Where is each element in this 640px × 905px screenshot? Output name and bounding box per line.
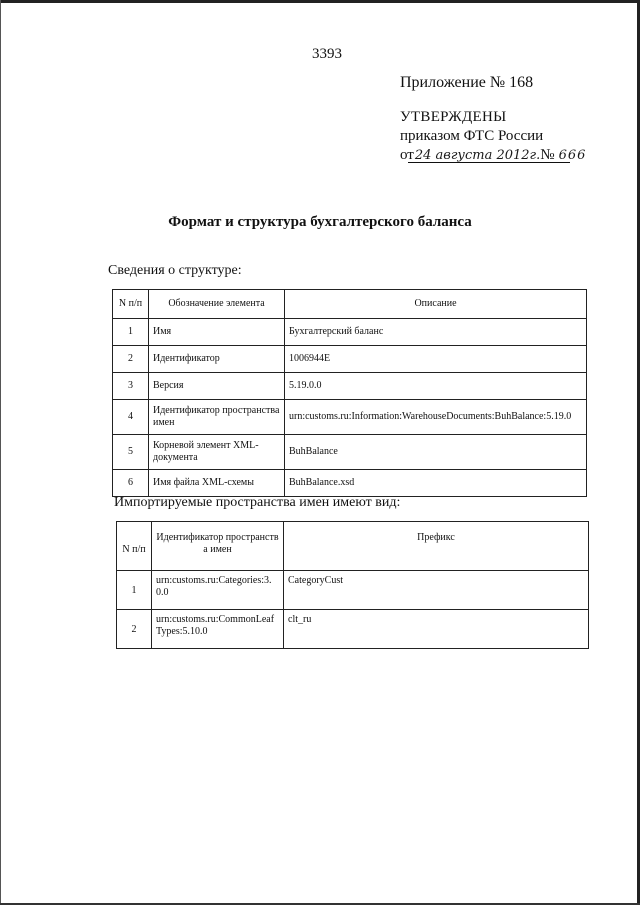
order-line bbox=[400, 146, 586, 165]
order-number-sign: № bbox=[540, 147, 555, 163]
element-description: 5.19.0.0 bbox=[285, 373, 587, 400]
order-date-handwritten: 24 августа 2012г. bbox=[414, 148, 541, 163]
structure-heading: Сведения о структуре: bbox=[108, 263, 242, 278]
namespace-id: urn:customs.ru:CommonLeafTypes:5.10.0 bbox=[152, 610, 284, 649]
namespace-prefix: clt_ru bbox=[284, 610, 589, 649]
column-header-number: N п/п bbox=[117, 522, 152, 571]
column-header-prefix: Префикс bbox=[284, 522, 589, 571]
element-description: Бухгалтерский баланс bbox=[285, 319, 587, 346]
row-number: 1 bbox=[117, 571, 152, 610]
element-name: Версия bbox=[149, 373, 285, 400]
table-row bbox=[113, 435, 587, 470]
approval-title: УТВЕРЖДЕНЫ bbox=[400, 109, 507, 125]
element-description: 1006944E bbox=[285, 346, 587, 373]
row-number: 1 bbox=[113, 319, 149, 346]
order-prefix: от bbox=[400, 147, 414, 163]
order-number-handwritten: 666 bbox=[558, 148, 587, 163]
table-row bbox=[113, 400, 587, 435]
namespace-prefix: CategoryCust bbox=[284, 571, 589, 610]
table-row bbox=[113, 470, 587, 497]
column-header-description: Описание bbox=[285, 290, 587, 319]
row-number: 6 bbox=[113, 470, 149, 497]
table-row bbox=[117, 610, 589, 649]
element-description: BuhBalance bbox=[285, 435, 587, 470]
element-description: urn:customs.ru:Information:WarehouseDocuments:BuhBalance:5.19.0 bbox=[285, 400, 587, 435]
namespace-id: urn:customs.ru:Categories:3.0.0 bbox=[152, 571, 284, 610]
approval-block bbox=[400, 108, 586, 165]
table-row bbox=[113, 373, 587, 400]
table-header-row bbox=[117, 522, 589, 571]
element-description: BuhBalance.xsd bbox=[285, 470, 587, 497]
row-number: 5 bbox=[113, 435, 149, 470]
table-row bbox=[117, 571, 589, 610]
row-number: 3 bbox=[113, 373, 149, 400]
row-number: 2 bbox=[117, 610, 152, 649]
table-header-row bbox=[113, 290, 587, 319]
column-header-number: N п/п bbox=[113, 290, 149, 319]
namespaces-heading: Импортируемые пространства имен имеют вид: bbox=[114, 495, 401, 510]
element-name: Имя bbox=[149, 319, 285, 346]
appendix-label: Приложение № 168 bbox=[400, 74, 534, 91]
scan-edge-top bbox=[0, 0, 640, 3]
row-number: 2 bbox=[113, 346, 149, 373]
element-name: Имя файла XML-схемы bbox=[149, 470, 285, 497]
table-row bbox=[113, 346, 587, 373]
page-number: 3393 bbox=[312, 46, 342, 62]
column-header-namespace-id: Идентификатор пространства имен bbox=[152, 522, 284, 571]
approval-issuer: приказом ФТС России bbox=[400, 128, 544, 144]
element-name: Идентификатор пространства имен bbox=[149, 400, 285, 435]
element-name: Идентификатор bbox=[149, 346, 285, 373]
document-title: Формат и структура бухгалтерского баланса bbox=[168, 214, 472, 230]
structure-table bbox=[112, 289, 587, 497]
scan-edge-left bbox=[0, 0, 1, 905]
element-name: Корневой элемент XML-документа bbox=[149, 435, 285, 470]
order-underline bbox=[408, 162, 570, 163]
column-header-element: Обозначение элемента bbox=[149, 290, 285, 319]
table-row bbox=[113, 319, 587, 346]
row-number: 4 bbox=[113, 400, 149, 435]
namespaces-table bbox=[116, 521, 589, 649]
